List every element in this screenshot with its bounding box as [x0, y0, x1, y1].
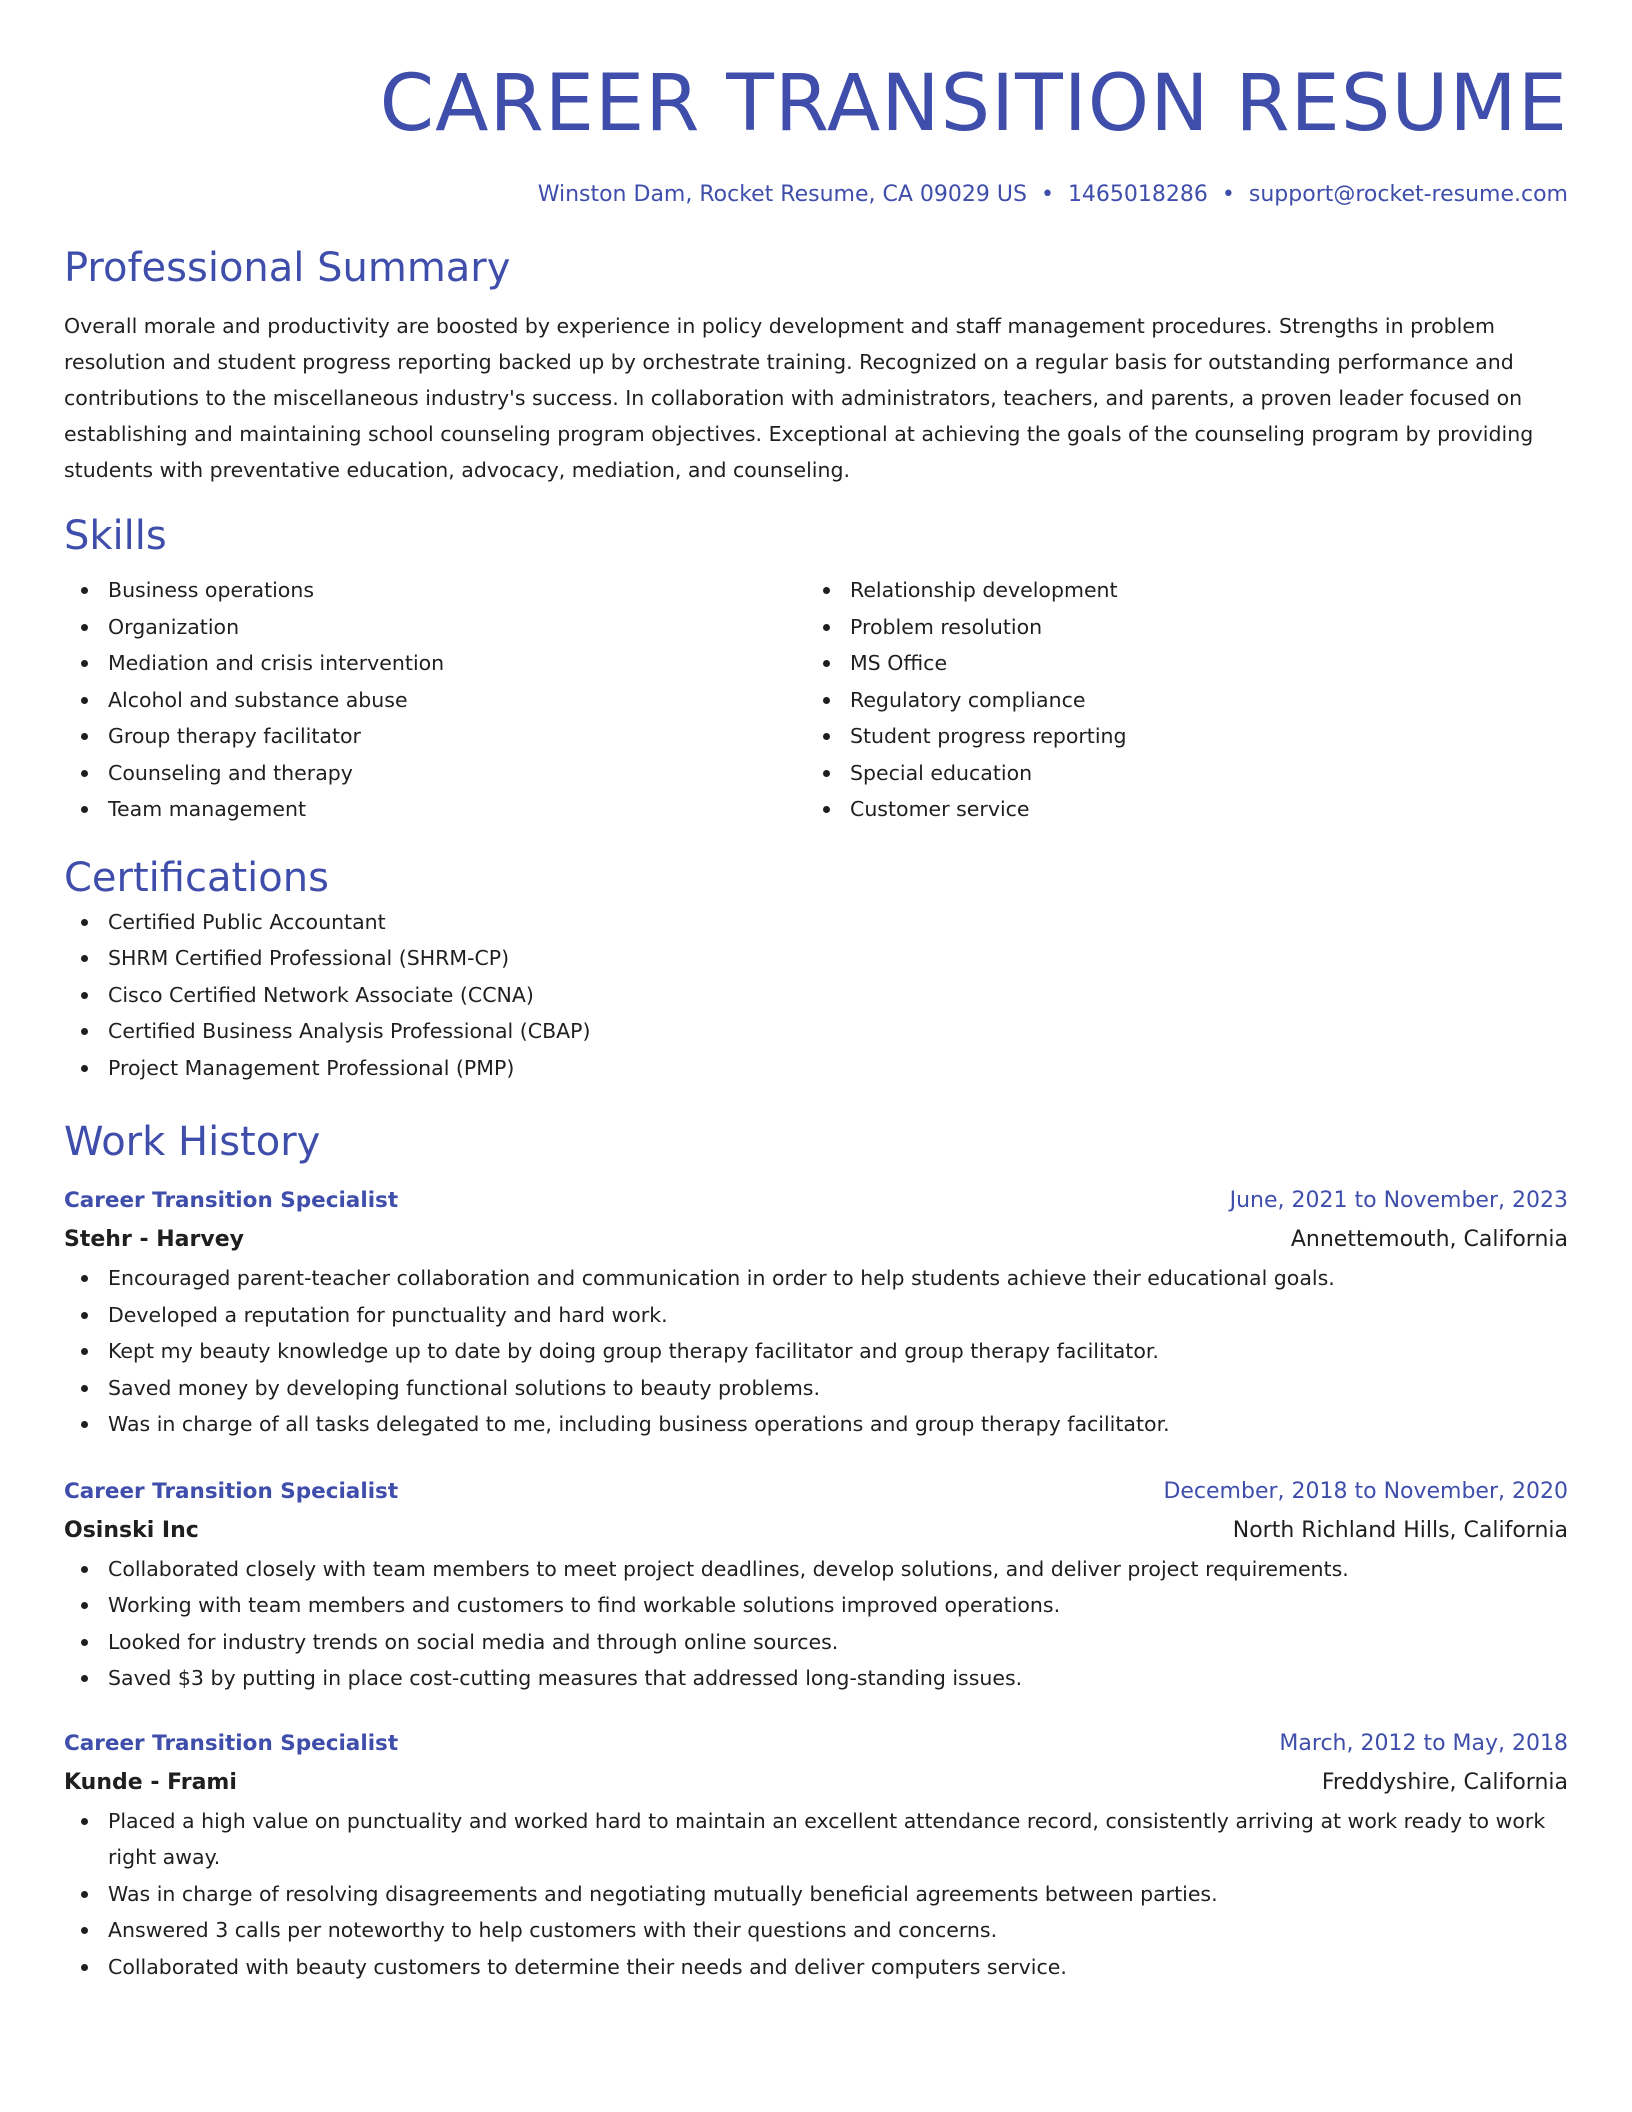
contact-separator: •: [1040, 182, 1054, 207]
job-bullet: Developed a reputation for punctuality and hard work.: [64, 1297, 1568, 1334]
job-bullet: Answered 3 calls per noteworthy to help customers with their questions and concerns.: [64, 1912, 1568, 1949]
job-company-row: [64, 1220, 1568, 1260]
job-location: North Richland Hills, California: [1232, 1517, 1568, 1543]
job-location: Annettemouth, California: [1290, 1227, 1568, 1252]
job-title-row: [64, 1725, 1568, 1763]
certifications-list: [64, 904, 1568, 1087]
certification-item: Cisco Certified Network Associate (CCNA): [64, 977, 1568, 1014]
job-bullet: Kept my beauty knowledge up to date by doing group therapy facilitator and group therapy facilitator.: [64, 1333, 1568, 1370]
job-company: Stehr - Harvey: [64, 1227, 244, 1252]
contact-separator: •: [1221, 182, 1235, 207]
summary-text: Overall morale and productivity are boosted by experience in policy development and staff management procedures. Strengths in problem resolution and student progress reporting backed up by orchestrate training. Recognized on a regular basis for outstanding performance and contributions to the miscellaneous industry's success. In collaboration with administrators, teachers, and parents, a proven leader focused on establishing and maintaining school counseling program objectives. Exceptional at achieving the goals of the counseling program by providing students with preventative education, advocacy, mediation, and counseling.: [64, 314, 1534, 482]
skill-item: Team management: [64, 791, 806, 828]
job-entry: [64, 1725, 1568, 1986]
job-company-row: [64, 1511, 1568, 1551]
skill-item: Problem resolution: [806, 609, 1548, 646]
job-dates: December, 2018 to November, 2020: [1163, 1478, 1568, 1504]
certification-item: Certified Business Analysis Professional (CBAP): [64, 1013, 1568, 1050]
skill-item: Business operations: [64, 572, 806, 609]
job-bullet: Looked for industry trends on social media and through online sources.: [64, 1624, 1568, 1661]
skill-item: MS Office: [806, 645, 1548, 682]
contact-email[interactable]: support@rocket-resume.com: [1248, 182, 1568, 207]
skill-item: Regulatory compliance: [806, 682, 1548, 719]
skill-item: Relationship development: [806, 572, 1548, 609]
job-entry: [64, 1182, 1568, 1443]
job-bullets: [64, 1551, 1568, 1697]
job-bullets: [64, 1260, 1568, 1443]
skill-item: Student progress reporting: [806, 718, 1548, 755]
job-dates: March, 2012 to May, 2018: [1279, 1730, 1568, 1756]
job-title-row: [64, 1182, 1568, 1220]
job-title-row: [64, 1473, 1568, 1511]
skill-item: Organization: [64, 609, 806, 646]
contact-phone: 1465018286: [1067, 182, 1208, 207]
resume-title: CAREER TRANSITION RESUME: [379, 59, 1568, 149]
job-bullet: Collaborated with beauty customers to determine their needs and deliver computers service.: [64, 1949, 1568, 1986]
job-title: Career Transition Specialist: [64, 1188, 399, 1213]
job-bullet: Was in charge of resolving disagreements and negotiating mutually beneficial agreements between parties.: [64, 1876, 1568, 1913]
job-company: Osinski Inc: [64, 1517, 199, 1543]
job-title: Career Transition Specialist: [64, 1730, 399, 1756]
work-history-heading: Work History: [64, 1119, 321, 1165]
summary-heading: Professional Summary: [64, 245, 511, 291]
skill-item: Alcohol and substance abuse: [64, 682, 806, 719]
skill-item: Group therapy facilitator: [64, 718, 806, 755]
certification-item: Certified Public Accountant: [64, 904, 1568, 941]
contact-address: Winston Dam, Rocket Resume, CA 09029 US: [537, 182, 1027, 207]
certifications-heading: Certifications: [64, 854, 329, 901]
contact-line: [64, 180, 1568, 210]
certification-item: SHRM Certified Professional (SHRM-CP): [64, 940, 1568, 977]
skills-columns: [64, 572, 1568, 828]
job-bullet: Encouraged parent-teacher collaboration and communication in order to help students achieve their educational goals.: [64, 1260, 1568, 1297]
skill-item: Counseling and therapy: [64, 755, 806, 792]
job-bullet: Was in charge of all tasks delegated to me, including business operations and group therapy facilitator.: [64, 1406, 1568, 1443]
job-company-row: [64, 1763, 1568, 1803]
skills-list-right: [806, 572, 1548, 828]
job-bullet: Collaborated closely with team members to meet project deadlines, develop solutions, and deliver project requirements.: [64, 1551, 1568, 1588]
certification-item: Project Management Professional (PMP): [64, 1050, 1568, 1087]
skill-item: Special education: [806, 755, 1548, 792]
skills-heading: Skills: [64, 513, 167, 559]
job-bullet: Saved money by developing functional solutions to beauty problems.: [64, 1370, 1568, 1407]
job-title: Career Transition Specialist: [64, 1478, 399, 1504]
job-entry: [64, 1473, 1568, 1697]
job-location: Freddyshire, California: [1321, 1769, 1568, 1795]
job-bullet: Saved $3 by putting in place cost-cutting measures that addressed long-standing issues.: [64, 1660, 1568, 1697]
skill-item: Customer service: [806, 791, 1548, 828]
job-bullets: [64, 1803, 1568, 1986]
job-bullet: Working with team members and customers to find workable solutions improved operations.: [64, 1587, 1568, 1624]
skills-list-left: [64, 572, 806, 828]
job-bullet: Placed a high value on punctuality and worked hard to maintain an excellent attendance record, consistently arriving at work ready to work right away.: [64, 1803, 1568, 1876]
job-dates: June, 2021 to November, 2023: [1229, 1188, 1568, 1213]
skill-item: Mediation and crisis intervention: [64, 645, 806, 682]
job-company: Kunde - Frami: [64, 1769, 237, 1795]
